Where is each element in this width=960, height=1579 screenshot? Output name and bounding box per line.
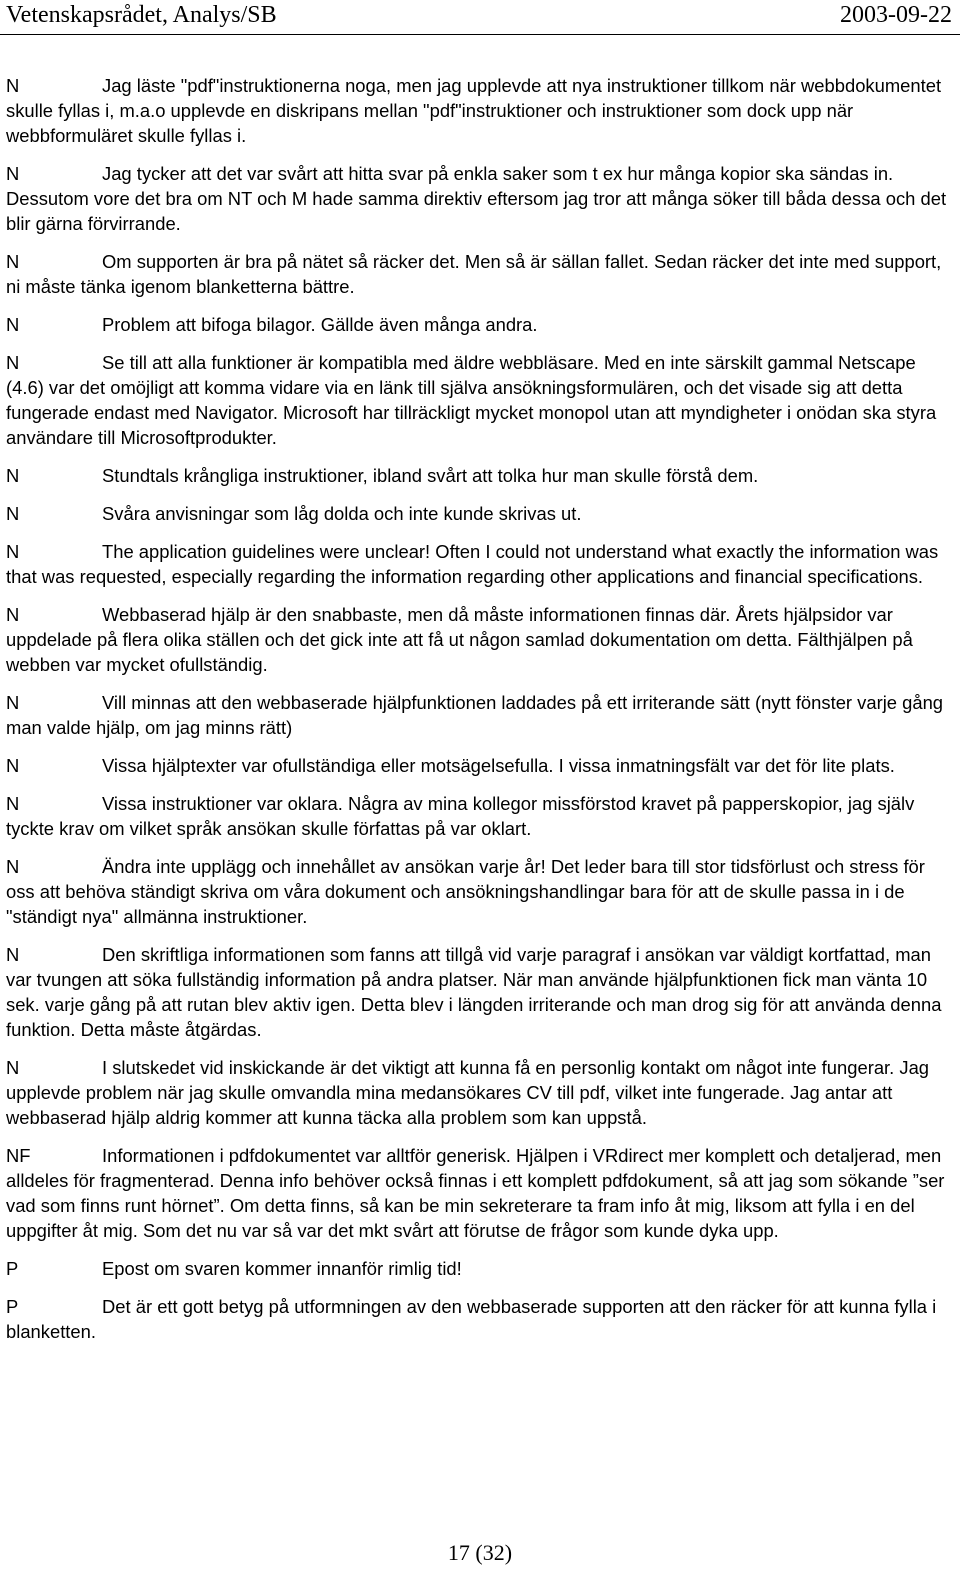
comment-text: Stundtals krångliga instruktioner, ibland svårt att tolka hur man skulle förstå dem. [102, 465, 759, 486]
comment-entry [6, 602, 954, 677]
comment-code: N [6, 314, 20, 335]
header-organization: Vetenskapsrådet, Analys/SB [6, 2, 277, 28]
comment-entry [6, 539, 954, 589]
comment-code: N [6, 604, 20, 625]
comment-entry [6, 249, 954, 299]
comment-text: Problem att bifoga bilagor. Gällde även många andra. [102, 314, 538, 335]
comment-text: Webbaserad hjälp är den snabbaste, men då måste informationen finnas där. Årets hjälpsidor var uppdelade på flera olika ställen och det gick inte att få ut någon samlad dokumentation om detta. Fälthjälpen på webben var mycket ofullständig. [6, 604, 913, 675]
header-date: 2003-09-22 [840, 2, 952, 28]
comment-entry [6, 463, 954, 488]
comment-text: Epost om svaren kommer innanför rimlig tid! [102, 1258, 462, 1279]
header-rule [0, 34, 960, 35]
comment-code: N [6, 793, 20, 814]
comment-entry [6, 690, 954, 740]
comment-text: Se till att alla funktioner är kompatibla med äldre webbläsare. Med en inte särskilt gammal Netscape (4.6) var det omöjligt att komma vidare via en länk till själva ansökningsformulären, och det visade sig att detta fungerade endast med Navigator. Microsoft har tillräckligt mycket monopol utan att myndigheter i onödan ska styra användare till Microsoftprodukter. [6, 352, 937, 448]
comment-text: Vissa hjälptexter var ofullständiga eller motsägelsefulla. I vissa inmatningsfält var det för lite plats. [102, 755, 895, 776]
comment-entry [6, 753, 954, 778]
comment-list [6, 73, 954, 1357]
comment-entry [6, 501, 954, 526]
comment-code: N [6, 163, 20, 184]
comment-code: N [6, 541, 20, 562]
comment-entry [6, 1143, 954, 1243]
comment-text: Jag tycker att det var svårt att hitta svar på enkla saker som t ex hur många kopior ska sändas in. Dessutom vore det bra om NT och M hade samma direktiv eftersom jag tror att många söker till båda dessa och det blir gärna förvirrande. [6, 163, 947, 234]
comment-code: N [6, 1057, 20, 1078]
comment-text: The application guidelines were unclear! Often I could not understand what exactly the information was that was requested, especially regarding the information regarding other applications and financial specifications. [6, 541, 939, 587]
comment-entry [6, 350, 954, 450]
comment-entry [6, 1294, 954, 1344]
comment-entry [6, 73, 954, 148]
comment-text: I slutskedet vid inskickande är det viktigt att kunna få en personlig kontakt om något inte fungerar. Jag upplevde problem när jag skulle omvandla mina medansökares CV till pdf, vilket inte fungerade. Jag antar att webbaserad hjälp aldrig kommer att kunna täcka alla problem som kan uppstå. [6, 1057, 930, 1128]
comment-entry [6, 1055, 954, 1130]
comment-code: N [6, 352, 20, 373]
comment-entry [6, 312, 954, 337]
comment-text: Det är ett gott betyg på utformningen av den webbaserade supporten att den räcker för att kunna fylla i blanketten. [6, 1296, 937, 1342]
page-header [0, 0, 960, 34]
comment-code: N [6, 755, 20, 776]
comment-text: Jag läste "pdf"instruktionerna noga, men jag upplevde att nya instruktioner tillkom när webbdokumentet skulle fyllas i, m.a.o upplevde en diskripans mellan "pdf"instruktioner och instruktioner som dock upp när webbformuläret skulle fyllas i. [6, 75, 942, 146]
comment-code: N [6, 75, 20, 96]
comment-text: Vill minnas att den webbaserade hjälpfunktionen laddades på ett irriterande sätt (nytt fönster varje gång man valde hjälp, om jag minns rätt) [6, 692, 944, 738]
comment-text: Den skriftliga informationen som fanns att tillgå vid varje paragraf i ansökan var väldigt kortfattad, man var tvungen att söka fullständig information på andra platser. När man använde hjälpfunktionen fick man vänta 10 sek. varje gång på att rutan blev aktiv igen. Detta blev i längden irriterande och man drog sig för att använda denna funktion. Detta måste åtgärdas. [6, 944, 942, 1040]
comment-text: Svåra anvisningar som låg dolda och inte kunde skrivas ut. [102, 503, 582, 524]
comment-text: Vissa instruktioner var oklara. Några av mina kollegor missförstod kravet på papperskopior, jag själv tyckte krav om vilket språk ansökan skulle författas på var oklart. [6, 793, 915, 839]
comment-entry [6, 791, 954, 841]
comment-entry [6, 942, 954, 1042]
comment-code: NF [6, 1145, 31, 1166]
comment-entry [6, 854, 954, 929]
comment-entry [6, 1256, 954, 1281]
comment-code: N [6, 503, 20, 524]
comment-text: Informationen i pdfdokumentet var alltför generisk. Hjälpen i VRdirect mer komplett och detaljerad, men alldeles för fragmenterad. Denna info behöver också finnas i ett komplett pdfdokument, så att jag som sökande ”ser vad som finns runt hörnet”. Om detta finns, så kan be min sekreterare ta fram info åt mig, liksom att fylla i en del uppgifter åt mig. Som det nu var så var det mkt svårt att förutse de frågor som kunde dyka upp. [6, 1145, 945, 1241]
comment-code: N [6, 692, 20, 713]
comment-entry [6, 161, 954, 236]
comment-text: Ändra inte upplägg och innehållet av ansökan varje år! Det leder bara till stor tidsförlust och stress för oss att behöva ständigt skriva om våra dokument och ansökningshandlingar bara för att de skulle passa in i de "ständigt nya" allmänna instruktioner. [6, 856, 925, 927]
comment-code: N [6, 944, 20, 965]
comment-code: N [6, 251, 20, 272]
page-number: 17 (32) [447, 1540, 513, 1565]
comment-code: N [6, 465, 20, 486]
comment-text: Om supporten är bra på nätet så räcker det. Men så är sällan fallet. Sedan räcker det inte med support, ni måste tänka igenom blanketterna bättre. [6, 251, 942, 297]
comment-code: N [6, 856, 20, 877]
comment-code: P [6, 1296, 19, 1317]
comment-code: P [6, 1258, 19, 1279]
